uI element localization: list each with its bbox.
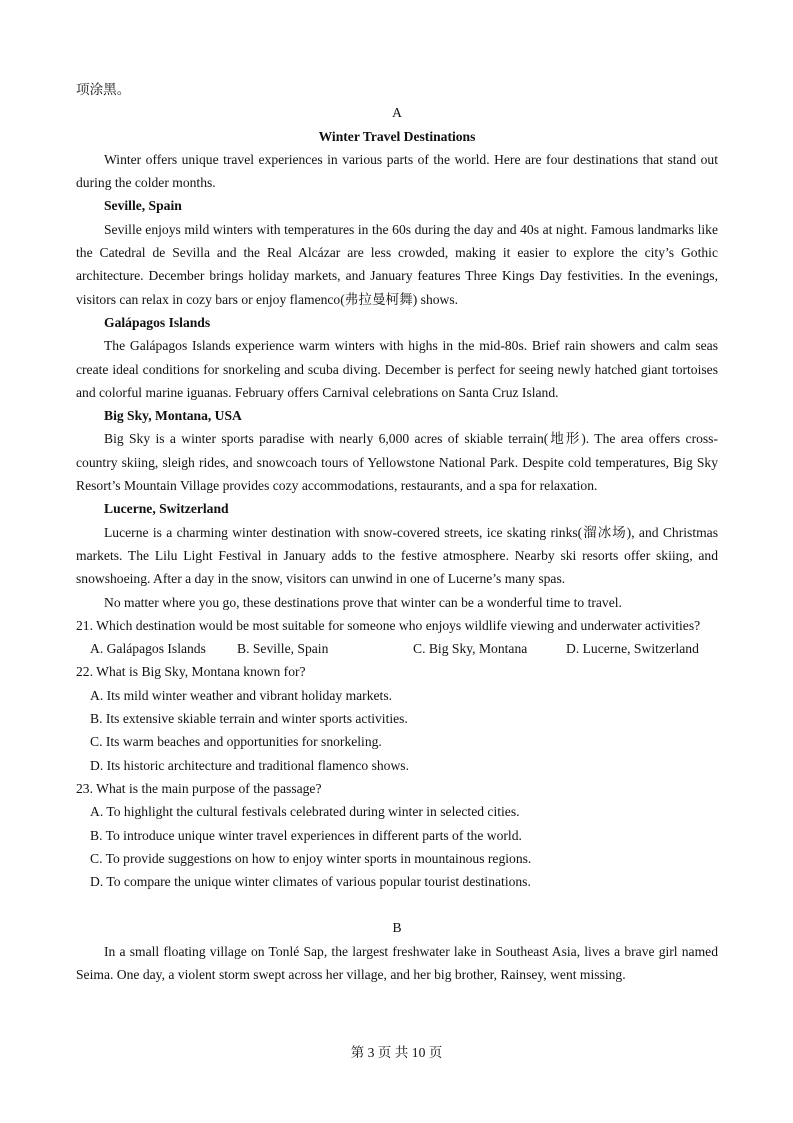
option-d[interactable]: D. Its historic architecture and traditional flamenco shows. [90,757,409,773]
destination-text-seville: Seville enjoys mild winters with temperatures in the 60s during the day and 40s at night. Famous landmarks like the Catedral de Sevilla and the Real Alcázar are less crowded, making it easier to explore the city’s Gothic architecture. December brings holiday markets, and January features Three Kings Day festivities. In the evenings, visitors can relax in cozy bars or enjoy flamenco(弗拉曼柯舞) shows. [76,221,718,307]
passage-conclusion: No matter where you go, these destinations prove that winter can be a wonderful time to travel. [104,594,622,610]
option-d[interactable]: D. Lucerne, Switzerland [566,641,699,657]
option-c[interactable]: C. Big Sky, Montana [413,641,528,657]
question-stem: 21. Which destination would be most suitable for someone who enjoys wildlife viewing and underwater activities? [76,617,701,633]
question-stem: 22. What is Big Sky, Montana known for? [76,664,306,680]
destination-heading-seville: Seville, Spain [104,198,182,214]
destination-heading-big-sky: Big Sky, Montana, USA [104,408,242,424]
option-a[interactable]: A. To highlight the cultural festivals celebrated during winter in selected cities. [90,804,520,820]
section-a-letter: A [392,105,402,121]
option-a[interactable]: A. Galápagos Islands [90,641,206,657]
option-c[interactable]: C. Its warm beaches and opportunities for snorkeling. [90,734,382,750]
section-b-text: In a small floating village on Tonlé Sap, the largest freshwater lake in Southeast Asia, lives a brave girl named Seima. One day, a violent storm swept across her village, and her big brother, Rainsey, went missing. [76,943,718,982]
page-footer: 第 3 页 共 10 页 [350,1045,443,1060]
section-b-letter: B [392,920,402,936]
option-b[interactable]: B. To introduce unique winter travel experiences in different parts of the world. [90,827,522,843]
destination-text-lucerne: Lucerne is a charming winter destination with snow-covered streets, ice skating rinks(溜冰场), and Christmas markets. The Lilu Light Festival in January adds to the festive atmosphere. Nearby ski resorts offer skiing, and snowshoeing. After a day in the snow, visitors can unwind in one of Lucerne’s many spas. [76,524,718,587]
question-stem: 23. What is the main purpose of the passage? [76,780,322,796]
passage-intro: Winter offers unique travel experiences in various parts of the world. Here are four destinations that stand out during the colder months. [76,151,718,191]
passage-title: Winter Travel Destinations [318,128,476,144]
question-23 [76,777,718,893]
page-content [76,78,718,986]
destination-heading-galapagos: Galápagos Islands [104,314,211,330]
option-b[interactable]: B. Its extensive skiable terrain and winter sports activities. [90,711,408,727]
destination-text-big-sky: Big Sky is a winter sports paradise with nearly 6,000 acres of skiable terrain(地形). The area offers cross-country skiing, sleigh rides, and snowcoach tours of Yellowstone National Park. Despite cold temperatures, Big Sky Resort’s Mountain Village provides cozy accommodations, restaurants, and a spa for relaxation. [76,431,718,494]
section-spacer [76,893,718,916]
option-b[interactable]: B. Seville, Spain [237,641,329,657]
destination-heading-lucerne: Lucerne, Switzerland [104,501,229,517]
intro-line: 项涂黑。 [76,82,131,97]
answer-options [76,637,718,660]
question-21 [76,614,718,661]
option-c[interactable]: C. To provide suggestions on how to enjoy winter sports in mountainous regions. [90,850,532,866]
option-d[interactable]: D. To compare the unique winter climates of various popular tourist destinations. [90,874,531,890]
option-a[interactable]: A. Its mild winter weather and vibrant holiday markets. [90,687,393,703]
question-22 [76,660,718,776]
destination-text-galapagos: The Galápagos Islands experience warm winters with highs in the mid-80s. Brief rain showers and calm seas create ideal conditions for snorkeling and scuba diving. December is perfect for seeing newly hatched giant tortoises and colorful marine iguanas. February offers Carnival celebrations on Santa Cruz Island. [76,338,718,400]
